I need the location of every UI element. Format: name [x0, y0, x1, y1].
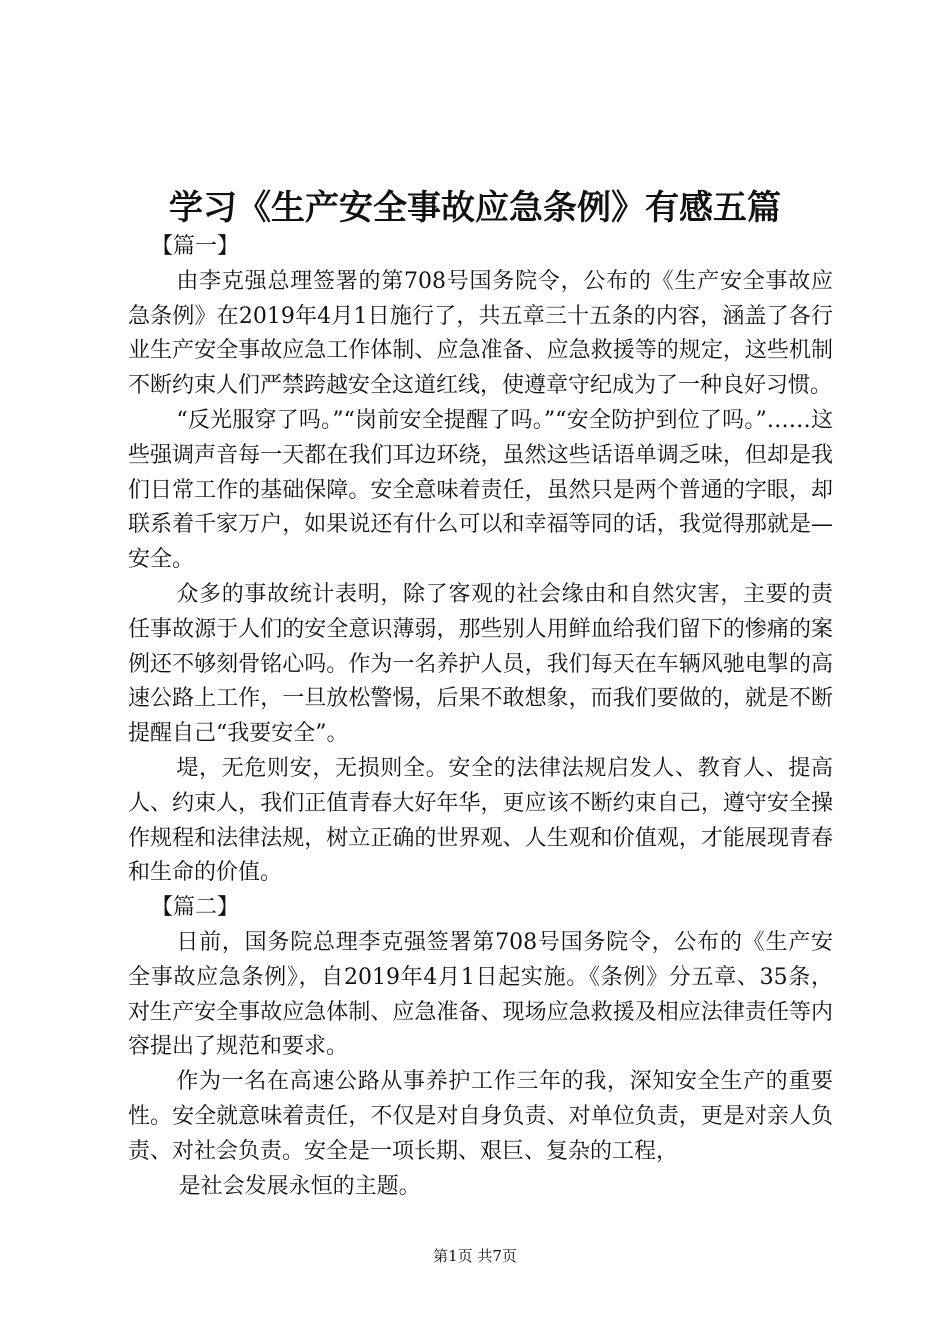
document-body	[128, 230, 833, 1204]
paragraph: 作为一名在高速公路从事养护工作三年的我，深知安全生产的重要性。安全就意味着责任，不仅是对自身负责、对单位负责，更是对亲人负责、对社会负责。安全是一项长期、艰巨、复杂的工程，	[128, 1069, 833, 1164]
paragraph: 众多的事故统计表明，除了客观的社会缘由和自然灾害，主要的责任事故源于人们的安全意识薄弱，那些别人用鲜血给我们留下的惨痛的案例还不够刻骨铭心吗。作为一名养护人员，我们每天在车辆风驰电掣的高速公路上工作，一旦放松警惕，后果不敢想象，而我们要做的，就是不断提醒自己“我要安全”。	[128, 581, 833, 747]
paragraph: 日前，国务院总理李克强签署第708号国务院令，公布的《生产安全事故应急条例》，自2019年4月1日起实施。《条例》分五章、35条，对生产安全事故应急体制、应急准备、现场应急救援及相应法律责任等内容提出了规范和要求。	[128, 929, 833, 1060]
page-footer: 第1页 共7页	[433, 1247, 517, 1265]
section-heading-1: 【篇一】	[151, 234, 240, 259]
paragraph: “反光服穿了吗。”“岗前安全提醒了吗。”“安全防护到位了吗。”……这些强调声音每一天都在我们耳边环绕，虽然这些话语单调乏味，但却是我们日常工作的基础保障。安全意味着责任，虽然只是两个普通的字眼，却联系着千家万户，如果说还有什么可以和幸福等同的话，我觉得那就是—安全。	[128, 407, 833, 573]
document-title: 学习《生产安全事故应急条例》有感五篇	[169, 188, 781, 228]
section-heading-2: 【篇二】	[151, 895, 240, 921]
paragraph: 是社会发展永恒的主题。	[178, 1173, 421, 1199]
paragraph: 由李克强总理签署的第708号国务院令，公布的《生产安全事故应急条例》在2019年4月1日施行了，共五章三十五条的内容，涵盖了各行业生产安全事故应急工作体制、应急准备、应急救援等的规定，这些机制不断约束人们严禁跨越安全这道红线，使遵章守纪成为了一种良好习惯。	[128, 268, 833, 399]
paragraph: 堤，无危则安，无损则全。安全的法律法规启发人、教育人、提高人、约束人，我们正值青春大好年华，更应该不断约束自己，遵守安全操作规程和法律法规，树立正确的世界观、人生观和价值观，才能展现青春和生命的价值。	[128, 755, 833, 886]
